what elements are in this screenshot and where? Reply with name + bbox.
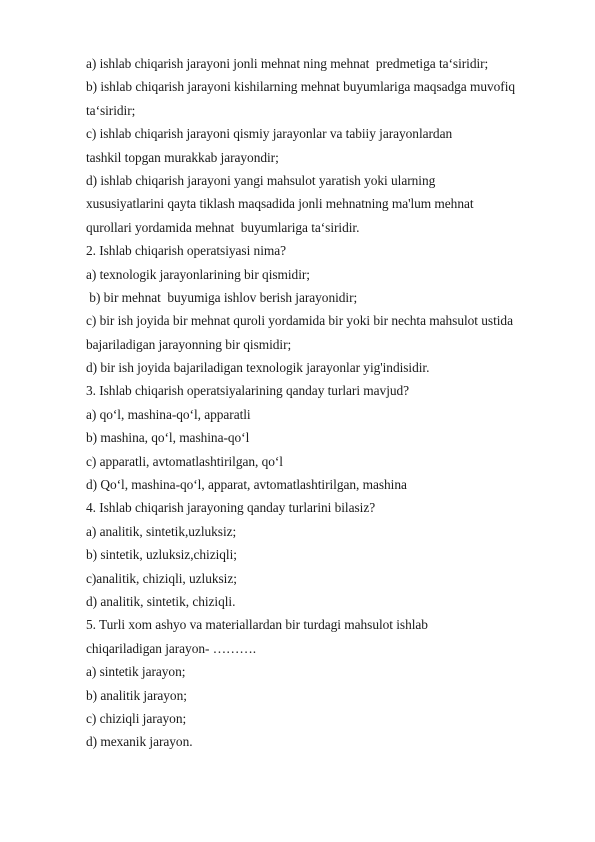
text-line: tashkil topgan murakkab jarayondir; xyxy=(86,149,279,165)
text-line: d) analitik, sintetik, chiziqli. xyxy=(86,593,236,609)
text-line: xususiyatlarini qayta tiklash maqsadida jonli mehnatning ma'lum mehnat xyxy=(86,196,474,212)
text-line: d) bir ish joyida bajariladigan texnologik jarayonlar yig'indisidir. xyxy=(86,360,430,376)
text-line: d) ishlab chiqarish jarayoni yangi mahsulot yaratish yoki ularning xyxy=(86,172,436,188)
text-line: a) analitik, sintetik,uzluksiz; xyxy=(86,523,237,539)
text-line: d) Qo‘l, mashina-qo‘l, apparat, avtomatlashtirilgan, mashina xyxy=(86,477,407,493)
text-line: b) bir mehnat buyumiga ishlov berish jarayonidir; xyxy=(86,289,358,305)
text-line: c) ishlab chiqarish jarayoni qismiy jarayonlar va tabiiy jarayonlardan xyxy=(86,126,453,142)
document-text xyxy=(86,52,556,754)
text-line: b) sintetik, uzluksiz,chiziqli; xyxy=(86,547,237,563)
text-line: qurollari yordamida mehnat buyumlariga ta‘siridir. xyxy=(86,219,360,235)
text-line: c)analitik, chiziqli, uzluksiz; xyxy=(86,570,237,586)
text-line: a) qo‘l, mashina-qo‘l, apparatli xyxy=(86,406,251,422)
text-line: ta‘siridir; xyxy=(86,102,136,118)
text-line: d) mexanik jarayon. xyxy=(86,734,193,750)
text-line: a) ishlab chiqarish jarayoni jonli mehnat ning mehnat predmetiga ta‘siridir; xyxy=(86,56,489,71)
text-line: c) bir ish joyida bir mehnat quroli yordamida bir yoki bir nechta mahsulot ustida xyxy=(86,313,513,329)
text-line: b) ishlab chiqarish jarayoni kishilarning mehnat buyumlariga maqsadga muvofiq xyxy=(86,79,516,95)
text-line: c) chiziqli jarayon; xyxy=(86,710,187,726)
question-5: 5. Turli xom ashyo va materiallardan bir turdagi mahsulot ishlab xyxy=(86,617,428,633)
text-line: b) analitik jarayon; xyxy=(86,687,187,703)
text-line: chiqariladigan jarayon- ………. xyxy=(86,640,257,656)
text-line: bajariladigan jarayonning bir qismidir; xyxy=(86,336,292,352)
question-2: 2. Ishlab chiqarish operatsiyasi nima? xyxy=(86,243,287,259)
text-line: a) texnologik jarayonlarining bir qismidir; xyxy=(86,266,310,282)
question-4: 4. Ishlab chiqarish jarayoning qanday turlarini bilasiz? xyxy=(86,500,376,516)
text-line: b) mashina, qo‘l, mashina-qo‘l xyxy=(86,430,250,446)
question-3: 3. Ishlab chiqarish operatsiyalarining qanday turlari mavjud? xyxy=(86,383,410,399)
text-line: a) sintetik jarayon; xyxy=(86,664,186,680)
text-line: c) apparatli, avtomatlashtirilgan, qo‘l xyxy=(86,453,283,469)
